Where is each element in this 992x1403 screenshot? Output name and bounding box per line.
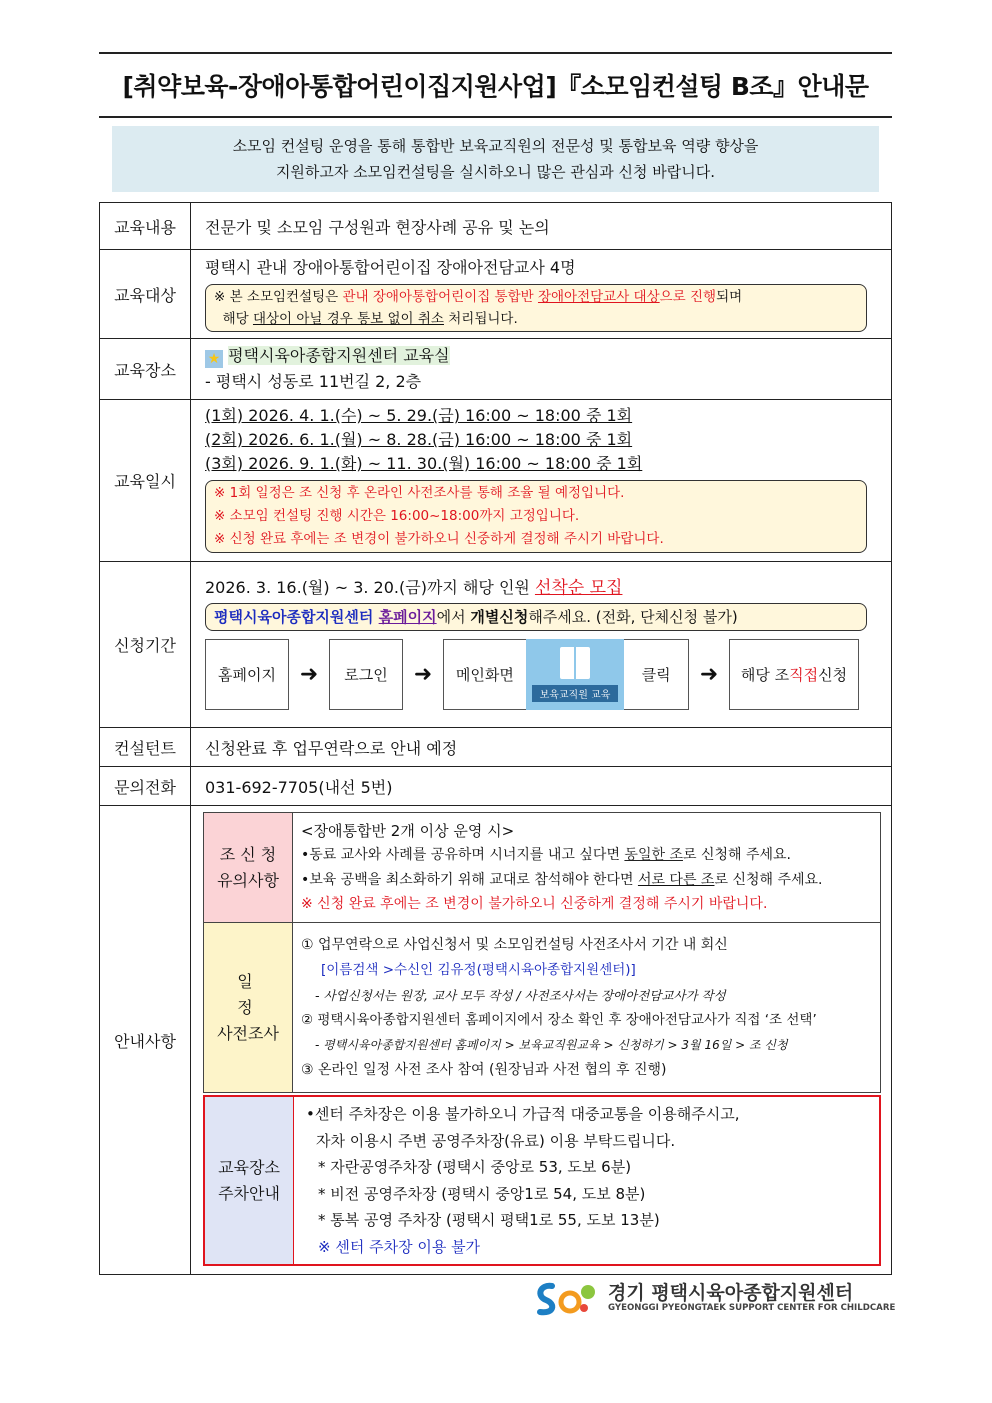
star-icon: ★ (205, 350, 223, 368)
guide-inner-table (203, 812, 881, 1093)
arrow-icon: ➜ (299, 662, 319, 687)
session-1: (1회) 2026. 4. 1.(수) ~ 5. 29.(금) 16:00 ~ 18:00 중 1회 (205, 406, 633, 425)
group-content: <장애통합반 2개 이상 운영 시> •동료 교사와 사례를 공유하며 시너지를 내고 싶다면 동일한 조로 신청해 주세요. •보육 공백을 최소화하기 위해 교대로 참석해야 한다면 서로 다른 조로 신청해 주세요. ※ 신청 완료 후에는 조 변경이 불가하오니 신중하게 결정해 주시기 바랍니다. (293, 813, 881, 923)
footer-org-kr: 경기 평택시육아종합지원센터 (608, 1282, 854, 1304)
parking-table (203, 1095, 881, 1266)
place-address: - 평택시 성동로 11번길 2, 2층 (205, 372, 422, 391)
footer-org-en: GYEONGGI PYEONGTAEK SUPPORT CENTER FOR CHILDCARE (608, 1303, 896, 1313)
survey-content: ① 업무연락으로 사업신청서 및 소모임컨설팅 사전조사서 기간 내 회신 [이름검색 >수신인 김유정(평택시육아종합지원센터)] - 사업신청서는 원장, 교사 모두 작성 / 사전조사서는 장애아전담교사가 작성 ② 평택시육아종합지원센터 홈페이지에서 장소 확인 후 장애아전담교사가 직접 ‘조 선택’ - 평택시육아종합지원센터 홈페이지 > 보육교직원교육 > 신청하기 > 3월 16일 > 조 신청 ③ 온라인 일정 사전 조사 참여 (원장님과 사전 협의 후 진행) (293, 923, 881, 1093)
intro-line: 지원하고자 소모임컨설팅을 실시하오니 많은 관심과 신청 바랍니다. (275, 163, 716, 181)
center-logo-icon (532, 1278, 602, 1318)
parking-label: 교육장소 주차안내 (204, 1096, 294, 1265)
target-text: 평택시 관내 장애아통합어린이집 장애아전담교사 4명 (205, 257, 576, 277)
schedule-notes: ※ 1회 일정은 조 신청 후 온라인 사전조사를 통해 조율 될 예정입니다. ※ 소모임 컨설팅 진행 시간은 16:00~18:00까지 고정입니다. ※ 신청 완료 후에는 조 변경이 불가하오니 신중하게 결정해 주시기 바랍니다. (205, 480, 867, 553)
book-icon (560, 647, 590, 679)
survey-label: 일 정 사전조사 (204, 923, 293, 1093)
group-label: 조 신 청 유의사항 (204, 813, 293, 923)
arrow-icon: ➜ (699, 662, 719, 687)
session-2: (2회) 2026. 6. 1.(월) ~ 8. 28.(금) 16:00 ~ 18:00 중 1회 (205, 430, 633, 449)
phone-text: 031-692-7705(내선 5번) (191, 767, 892, 806)
place-label: 교육장소 (100, 339, 191, 400)
consultant-text: 신청완료 후 업무연락으로 안내 예정 (191, 728, 892, 767)
session-3: (3회) 2026. 9. 1.(화) ~ 11. 30.(월) 16:00 ~ 18:00 중 1회 (205, 454, 643, 473)
page-title: [취약보육-장애아통합어린이집지원사업]『소모임컨설팅 B조』안내문 (99, 52, 892, 118)
intro-box (112, 126, 879, 192)
consultant-label: 컨설턴트 (100, 728, 191, 767)
flow-homepage: 홈페이지 (205, 639, 289, 710)
content-text: 전문가 및 소모임 구성원과 현장사례 공유 및 논의 (191, 203, 892, 250)
guide-label: 안내사항 (100, 806, 191, 1275)
content-label: 교육내용 (100, 203, 191, 250)
flow-apply: 해당 조 직접 신청 (729, 639, 859, 710)
info-table (99, 202, 892, 1275)
footer-logo (532, 1278, 896, 1318)
teacher-education-image: 보육교직원 교육 (526, 639, 625, 710)
intro-line: 소모임 컨설팅 운영을 통해 통합반 보육교직원의 전문성 및 통합보육 역량 향상을 (232, 137, 759, 155)
place-name: ★ 평택시육아종합지원센터 교육실 (205, 343, 877, 369)
arrow-icon: ➜ (413, 662, 433, 687)
flow-main: 메인화면 보육교직원 교육 클릭 (443, 639, 689, 710)
target-note: ※ 본 소모임컨설팅은 관내 장애아통합어린이집 통합반 장애아전담교사 대상으로 진행되며 해당 대상이 아닐 경우 통보 없이 취소 처리됩니다. (205, 284, 867, 332)
apply-label: 신청기간 (100, 562, 191, 728)
target-label: 교육대상 (100, 250, 191, 339)
flow-login: 로그인 (329, 639, 403, 710)
apply-period: 2026. 3. 16.(월) ~ 3. 20.(금)까지 해당 인원 선착순 모집 (205, 578, 623, 598)
apply-note: 평택시육아종합지원센터 홈페이지에서 개별신청해주세요. (전화, 단체신청 불가) (205, 603, 867, 631)
parking-content: •센터 주차장은 이용 불가하오니 가급적 대중교통을 이용해주시고, 자차 이용시 주변 공영주차장(유료) 이용 부탁드립니다. * 자란공영주차장 (평택시 중앙로 53, 도보 6분) * 비전 공영주차장 (평택시 중앙1로 54, 도보 8분) * 통복 공영 주차장 (평택시 평택1로 55, 도보 13분) ※ 센터 주차장 이용 불가 (294, 1096, 881, 1265)
phone-label: 문의전화 (100, 767, 191, 806)
apply-flow (205, 639, 877, 710)
schedule-label: 교육일시 (100, 400, 191, 562)
